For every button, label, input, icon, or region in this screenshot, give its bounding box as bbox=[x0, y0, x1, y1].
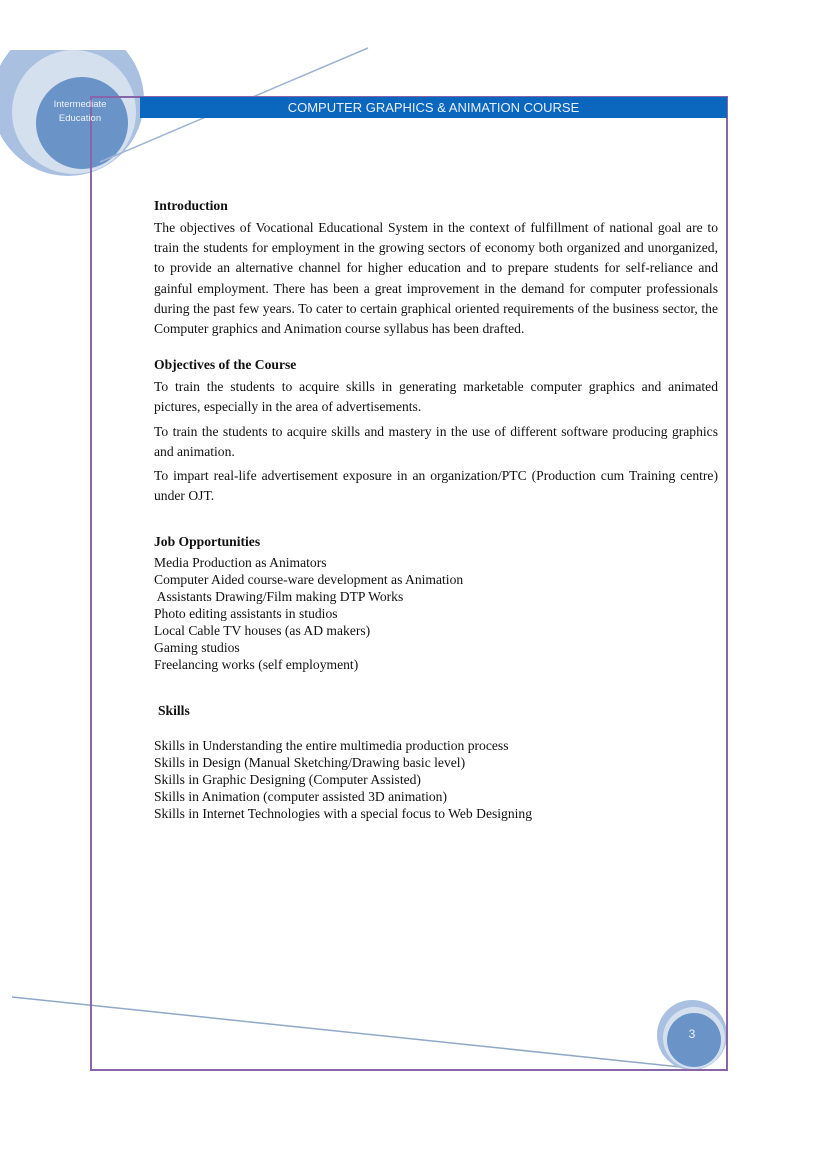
jobs-heading: Job Opportunities bbox=[154, 534, 261, 550]
skill-item: Skills in Design (Manual Sketching/Drawing basic level) bbox=[154, 755, 466, 771]
skill-item: Skills in Animation (computer assisted 3D animation) bbox=[154, 789, 447, 805]
jobs-list bbox=[154, 554, 718, 673]
skill-item: Skills in Graphic Designing (Computer Assisted) bbox=[154, 772, 421, 788]
job-item: Photo editing assistants in studios bbox=[154, 606, 338, 622]
header-bar: COMPUTER GRAPHICS & ANIMATION COURSE bbox=[140, 97, 727, 118]
page-number: 3 bbox=[688, 1027, 696, 1041]
skill-item: Skills in Internet Technologies with a special focus to Web Designing bbox=[154, 806, 533, 822]
skills-list bbox=[154, 737, 718, 822]
logo-line-2: Education bbox=[58, 113, 102, 124]
objectives-heading: Objectives of the Course bbox=[154, 357, 297, 373]
objective-item: To impart real-life advertisement exposure in an organization/PTC (Production cum Training centre) under OJT. bbox=[154, 468, 718, 504]
objective-item: To train the students to acquire skills and mastery in the use of different software producing graphics and animation. bbox=[154, 423, 718, 459]
job-item: Gaming studios bbox=[154, 640, 240, 656]
skill-item: Skills in Understanding the entire multimedia production process bbox=[154, 738, 509, 754]
job-item: Media Production as Animators bbox=[154, 555, 327, 571]
intro-heading: Introduction bbox=[154, 198, 228, 213]
intro-text: The objectives of Vocational Educational System in the context of fulfillment of national goal are to train the students for employment in the growing sectors of economy both organized and unorganized, to provide an alternative channel for higher education and to prepare students for self-reliance and gainful employment. There has been a great improvement in the demand for computer professionals during the past few years. To cater to certain graphical oriented requirements of the business sector, the Computer graphics and Animation course syllabus has been drafted. bbox=[154, 220, 718, 337]
document-body bbox=[154, 198, 718, 822]
job-item: Local Cable TV houses (as AD makers) bbox=[154, 623, 371, 639]
logo-line-1: Intermediate bbox=[53, 99, 107, 110]
job-item: Assistants Drawing/Film making DTP Works bbox=[154, 589, 404, 605]
logo-text bbox=[40, 98, 120, 126]
job-item: Freelancing works (self employment) bbox=[154, 657, 359, 673]
job-item: Computer Aided course-ware development as Animation bbox=[154, 572, 464, 588]
skills-heading: Skills bbox=[158, 703, 190, 719]
objective-item: To train the students to acquire skills in generating marketable computer graphics and animated pictures, especially in the area of advertisements. bbox=[154, 379, 718, 415]
